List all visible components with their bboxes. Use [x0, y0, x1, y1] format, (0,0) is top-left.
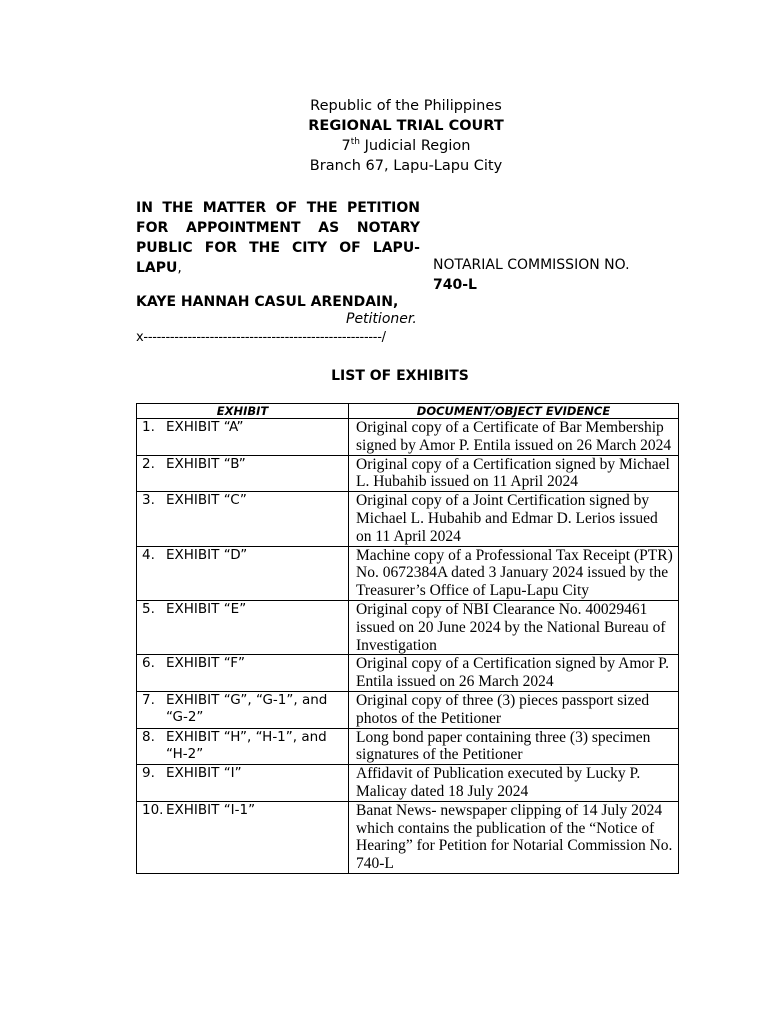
judicial-region-line [0, 136, 768, 156]
exhibit-number: 9. [142, 765, 155, 782]
table-row [137, 765, 679, 802]
exhibit-label: EXHIBIT “G”, “G-1”, and “G-2” [166, 691, 328, 726]
petitioner-role: Petitioner. [346, 311, 417, 327]
caption-separator: x------------------------------------------------------/ [136, 330, 386, 345]
document-description: Original copy of a Joint Certification signed by Michael L. Hubahib and Edmar D. Lerios issued on 11 April 2024 [349, 492, 679, 546]
case-matter-text: IN THE MATTER OF THE PETITION FOR APPOINTMENT AS NOTARY PUBLIC FOR THE CITY OF LAPU-LAPU [136, 200, 420, 276]
commission-block [433, 255, 630, 295]
document-description: Original copy of NBI Clearance No. 40029461 issued on 20 June 2024 by the National Bureau of Investigation [349, 600, 679, 654]
exhibit-cell [137, 492, 349, 546]
table-row [137, 455, 679, 492]
table-row [137, 546, 679, 600]
exhibit-cell [137, 419, 349, 456]
exhibit-number: 2. [142, 455, 155, 472]
column-header-document: DOCUMENT/OBJECT EVIDENCE [349, 404, 679, 419]
exhibit-cell [137, 546, 349, 600]
table-row [137, 492, 679, 546]
exhibit-label: EXHIBIT “C” [166, 492, 247, 509]
case-caption [136, 198, 420, 278]
exhibit-cell [137, 765, 349, 802]
table-row [137, 728, 679, 765]
exhibit-label: EXHIBIT “A” [166, 419, 244, 435]
table-header-row [137, 404, 679, 419]
document-description: Affidavit of Publication executed by Lucky P. Malicay dated 18 July 2024 [349, 765, 679, 802]
region-text: Judicial Region [359, 138, 471, 154]
exhibit-number: 3. [142, 492, 155, 509]
commission-label: NOTARIAL COMMISSION NO. [433, 257, 630, 273]
case-matter-punctuation: , [177, 260, 182, 276]
exhibit-cell [137, 455, 349, 492]
court-name: REGIONAL TRIAL COURT [308, 118, 504, 134]
region-ordinal-suffix: th [350, 137, 360, 148]
document-description: Original copy of a Certification signed by Michael L. Hubahib issued on 11 April 2024 [349, 455, 679, 492]
table-row [137, 655, 679, 692]
column-header-exhibit: EXHIBIT [137, 404, 349, 419]
exhibit-number: 1. [142, 419, 155, 435]
document-description: Banat News- newspaper clipping of 14 July 2024 which contains the publication of the “Notice of Hearing” for Petition for Notarial Commission No. 740-L [349, 801, 679, 873]
table-row [137, 691, 679, 728]
list-title: LIST OF EXHIBITS [331, 368, 469, 384]
exhibit-label: EXHIBIT “I” [166, 765, 242, 782]
court-header [0, 96, 768, 176]
exhibit-cell [137, 728, 349, 765]
exhibit-number: 5. [142, 600, 155, 617]
table-row [137, 419, 679, 456]
commission-number: 740-L [433, 277, 477, 293]
exhibit-number: 10. [142, 801, 164, 818]
document-description: Long bond paper containing three (3) specimen signatures of the Petitioner [349, 728, 679, 765]
document-description: Original copy of a Certification signed by Amor P. Entila issued on 26 March 2024 [349, 655, 679, 692]
exhibit-cell [137, 655, 349, 692]
document-description: Original copy of a Certificate of Bar Membership signed by Amor P. Entila issued on 26 March 2024 [349, 419, 679, 456]
exhibit-number: 7. [142, 691, 155, 708]
exhibit-number: 6. [142, 655, 155, 672]
exhibit-cell [137, 691, 349, 728]
exhibit-label: EXHIBIT “I-1” [166, 801, 256, 818]
exhibit-label: EXHIBIT “F” [166, 655, 246, 672]
table-row [137, 600, 679, 654]
table-body [137, 419, 679, 874]
exhibit-number: 4. [142, 546, 155, 563]
exhibit-label: EXHIBIT “E” [166, 600, 247, 617]
branch-line: Branch 67, Lapu-Lapu City [309, 158, 503, 174]
petitioner-name: KAYE HANNAH CASUL ARENDAIN, [136, 294, 399, 310]
exhibit-cell [137, 600, 349, 654]
exhibit-label: EXHIBIT “B” [166, 455, 246, 472]
exhibit-label: EXHIBIT “H”, “H-1”, and “H-2” [166, 728, 327, 763]
document-description: Original copy of three (3) pieces passport sized photos of the Petitioner [349, 691, 679, 728]
region-number: 7 [341, 138, 351, 154]
exhibit-label: EXHIBIT “D” [166, 546, 248, 563]
exhibit-cell [137, 801, 349, 873]
exhibits-table [136, 403, 679, 874]
document-description: Machine copy of a Professional Tax Receipt (PTR) No. 0672384A dated 3 January 2024 issued by the Treasurer’s Office of Lapu-Lapu City [349, 546, 679, 600]
republic-line: Republic of the Philippines [310, 98, 502, 114]
exhibit-number: 8. [142, 728, 155, 745]
table-row [137, 801, 679, 873]
